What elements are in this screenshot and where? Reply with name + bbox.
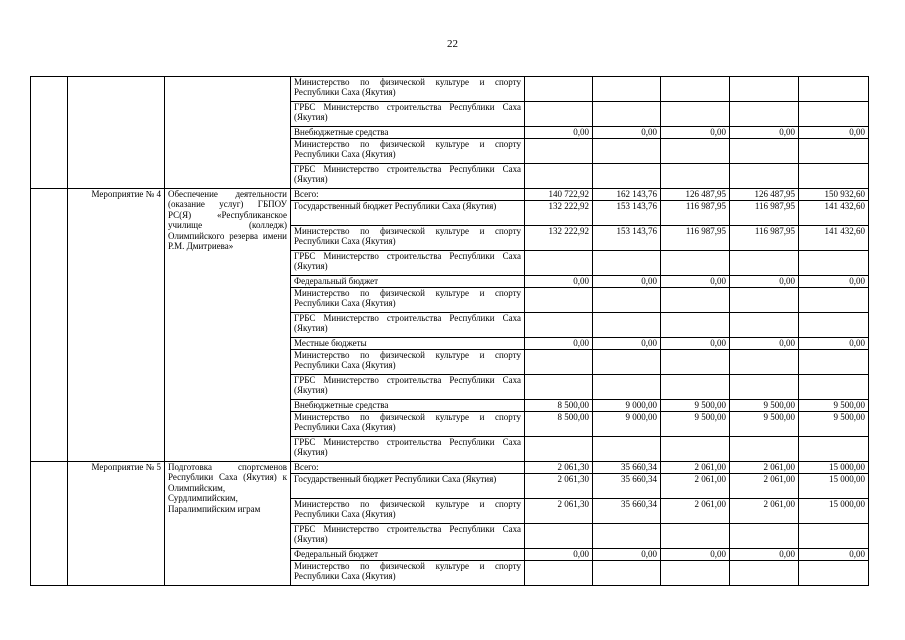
amount-cell: 8 500,00	[525, 412, 593, 437]
amount-cell: 2 061,30	[525, 499, 593, 524]
funding-source-cell: Всего:	[291, 462, 525, 474]
amount-cell	[661, 288, 730, 313]
funding-source-cell: ГРБС Министерство строительства Республики Саха (Якутия)	[291, 437, 525, 462]
amount-cell	[799, 524, 869, 549]
amount-cell	[525, 375, 593, 400]
amount-cell	[661, 561, 730, 586]
funding-source-cell: ГРБС Министерство строительства Республики Саха (Якутия)	[291, 102, 525, 127]
funding-source-cell: ГРБС Министерство строительства Республики Саха (Якутия)	[291, 164, 525, 189]
amount-cell: 0,00	[525, 276, 593, 288]
event-name-cell: Мероприятие № 4	[68, 189, 165, 462]
table-body	[31, 77, 869, 586]
amount-cell: 9 500,00	[730, 412, 799, 437]
amount-cell: 0,00	[799, 549, 869, 561]
amount-cell: 116 987,95	[661, 201, 730, 226]
amount-cell: 126 487,95	[661, 189, 730, 201]
funding-source-cell: Местные бюджеты	[291, 338, 525, 350]
amount-cell	[799, 102, 869, 127]
amount-cell	[730, 375, 799, 400]
amount-cell: 9 500,00	[799, 400, 869, 412]
amount-cell: 153 143,76	[593, 226, 661, 251]
row-number-cell	[31, 462, 68, 586]
amount-cell: 2 061,00	[730, 499, 799, 524]
page-number: 22	[447, 38, 458, 50]
amount-cell	[661, 139, 730, 164]
funding-source-cell: Министерство по физической культуре и спорту Республики Саха (Якутия)	[291, 561, 525, 586]
amount-cell	[730, 102, 799, 127]
amount-cell	[593, 288, 661, 313]
event-description-cell	[165, 77, 291, 189]
amount-cell: 0,00	[730, 276, 799, 288]
funding-source-cell: Министерство по физической культуре и спорту Республики Саха (Якутия)	[291, 350, 525, 375]
amount-cell	[593, 164, 661, 189]
amount-cell	[593, 139, 661, 164]
amount-cell	[525, 77, 593, 102]
amount-cell	[525, 139, 593, 164]
amount-cell	[661, 313, 730, 338]
amount-cell: 9 500,00	[661, 412, 730, 437]
funding-source-cell: Государственный бюджет Республики Саха (Якутия)	[291, 474, 525, 499]
amount-cell	[730, 77, 799, 102]
funding-source-cell: Федеральный бюджет	[291, 549, 525, 561]
row-number-cell	[31, 77, 68, 189]
amount-cell	[661, 437, 730, 462]
amount-cell: 0,00	[593, 338, 661, 350]
amount-cell: 0,00	[730, 127, 799, 139]
amount-cell: 141 432,60	[799, 201, 869, 226]
amount-cell	[730, 437, 799, 462]
funding-source-cell: Министерство по физической культуре и спорту Республики Саха (Якутия)	[291, 226, 525, 251]
event-name-cell	[68, 77, 165, 189]
funding-source-cell: Министерство по физической культуре и спорту Республики Саха (Якутия)	[291, 412, 525, 437]
amount-cell	[799, 139, 869, 164]
amount-cell: 0,00	[661, 276, 730, 288]
amount-cell: 35 660,34	[593, 499, 661, 524]
funding-source-cell: Федеральный бюджет	[291, 276, 525, 288]
amount-cell	[799, 288, 869, 313]
amount-cell	[525, 251, 593, 276]
amount-cell: 9 500,00	[730, 400, 799, 412]
amount-cell	[593, 251, 661, 276]
amount-cell: 0,00	[730, 338, 799, 350]
funding-source-cell: Внебюджетные средства	[291, 400, 525, 412]
amount-cell: 0,00	[799, 338, 869, 350]
funding-source-cell: Министерство по физической культуре и спорту Республики Саха (Якутия)	[291, 77, 525, 102]
amount-cell	[799, 375, 869, 400]
funding-source-cell: Всего:	[291, 189, 525, 201]
amount-cell: 35 660,34	[593, 462, 661, 474]
amount-cell: 150 932,60	[799, 189, 869, 201]
amount-cell	[799, 561, 869, 586]
amount-cell: 132 222,92	[525, 226, 593, 251]
table-row	[31, 189, 869, 201]
amount-cell	[730, 350, 799, 375]
amount-cell	[799, 251, 869, 276]
event-description-cell: Обеспечение деятельности (оказание услуг) ГБПОУ РС(Я) «Республиканское училище (колледж) Олимпийского резерва имени Р.М. Дмитриева»	[165, 189, 291, 462]
amount-cell: 0,00	[799, 276, 869, 288]
amount-cell	[525, 164, 593, 189]
amount-cell: 116 987,95	[730, 226, 799, 251]
amount-cell: 9 000,00	[593, 412, 661, 437]
amount-cell: 116 987,95	[730, 201, 799, 226]
funding-source-cell: Министерство по физической культуре и спорту Республики Саха (Якутия)	[291, 139, 525, 164]
amount-cell	[661, 77, 730, 102]
event-name-cell: Мероприятие № 5	[68, 462, 165, 586]
amount-cell	[730, 313, 799, 338]
amount-cell	[661, 251, 730, 276]
amount-cell	[730, 288, 799, 313]
amount-cell	[730, 139, 799, 164]
amount-cell: 0,00	[593, 127, 661, 139]
amount-cell	[730, 164, 799, 189]
funding-source-cell: Государственный бюджет Республики Саха (Якутия)	[291, 201, 525, 226]
amount-cell	[661, 164, 730, 189]
amount-cell	[525, 350, 593, 375]
amount-cell	[799, 313, 869, 338]
funding-source-cell: ГРБС Министерство строительства Республики Саха (Якутия)	[291, 313, 525, 338]
funding-source-cell: ГРБС Министерство строительства Республики Саха (Якутия)	[291, 524, 525, 549]
funding-source-cell: ГРБС Министерство строительства Республики Саха (Якутия)	[291, 375, 525, 400]
amount-cell	[661, 102, 730, 127]
amount-cell	[799, 164, 869, 189]
amount-cell: 8 500,00	[525, 400, 593, 412]
amount-cell: 9 500,00	[661, 400, 730, 412]
amount-cell: 0,00	[525, 127, 593, 139]
amount-cell: 15 000,00	[799, 474, 869, 499]
funding-source-cell: Министерство по физической культуре и спорту Республики Саха (Якутия)	[291, 288, 525, 313]
amount-cell	[593, 375, 661, 400]
table-row	[31, 77, 869, 102]
amount-cell	[525, 524, 593, 549]
budget-table	[30, 76, 869, 586]
amount-cell	[525, 437, 593, 462]
amount-cell: 2 061,00	[661, 462, 730, 474]
amount-cell	[730, 561, 799, 586]
amount-cell	[593, 77, 661, 102]
amount-cell: 2 061,00	[730, 474, 799, 499]
amount-cell: 2 061,00	[661, 499, 730, 524]
amount-cell	[799, 350, 869, 375]
amount-cell: 15 000,00	[799, 499, 869, 524]
amount-cell	[593, 350, 661, 375]
amount-cell: 0,00	[525, 338, 593, 350]
amount-cell	[525, 561, 593, 586]
amount-cell: 140 722,92	[525, 189, 593, 201]
amount-cell	[525, 313, 593, 338]
amount-cell: 116 987,95	[661, 226, 730, 251]
amount-cell	[799, 77, 869, 102]
amount-cell: 153 143,76	[593, 201, 661, 226]
amount-cell: 162 143,76	[593, 189, 661, 201]
amount-cell	[661, 350, 730, 375]
amount-cell: 2 061,00	[730, 462, 799, 474]
funding-source-cell: ГРБС Министерство строительства Республики Саха (Якутия)	[291, 251, 525, 276]
event-description-cell: Подготовка спортсменов Республики Саха (Якутия) к Олимпийским, Сурдлимпийским, Паралимпийским играм	[165, 462, 291, 586]
amount-cell	[661, 375, 730, 400]
amount-cell	[593, 524, 661, 549]
amount-cell: 141 432,60	[799, 226, 869, 251]
amount-cell: 0,00	[661, 338, 730, 350]
amount-cell: 132 222,92	[525, 201, 593, 226]
amount-cell	[593, 102, 661, 127]
amount-cell: 2 061,30	[525, 474, 593, 499]
amount-cell: 0,00	[799, 127, 869, 139]
amount-cell: 0,00	[661, 127, 730, 139]
amount-cell: 35 660,34	[593, 474, 661, 499]
amount-cell	[525, 288, 593, 313]
amount-cell: 15 000,00	[799, 462, 869, 474]
funding-source-cell: Внебюджетные средства	[291, 127, 525, 139]
row-number-cell	[31, 189, 68, 462]
amount-cell: 0,00	[730, 549, 799, 561]
amount-cell: 126 487,95	[730, 189, 799, 201]
amount-cell	[593, 437, 661, 462]
amount-cell	[730, 524, 799, 549]
amount-cell	[593, 561, 661, 586]
amount-cell	[799, 437, 869, 462]
amount-cell	[661, 524, 730, 549]
amount-cell: 0,00	[525, 549, 593, 561]
funding-source-cell: Министерство по физической культуре и спорту Республики Саха (Якутия)	[291, 499, 525, 524]
amount-cell: 0,00	[661, 549, 730, 561]
amount-cell: 0,00	[593, 549, 661, 561]
amount-cell	[593, 313, 661, 338]
amount-cell: 9 000,00	[593, 400, 661, 412]
amount-cell: 0,00	[593, 276, 661, 288]
amount-cell: 2 061,30	[525, 462, 593, 474]
amount-cell: 9 500,00	[799, 412, 869, 437]
amount-cell	[525, 102, 593, 127]
amount-cell	[730, 251, 799, 276]
table-row	[31, 462, 869, 474]
amount-cell: 2 061,00	[661, 474, 730, 499]
